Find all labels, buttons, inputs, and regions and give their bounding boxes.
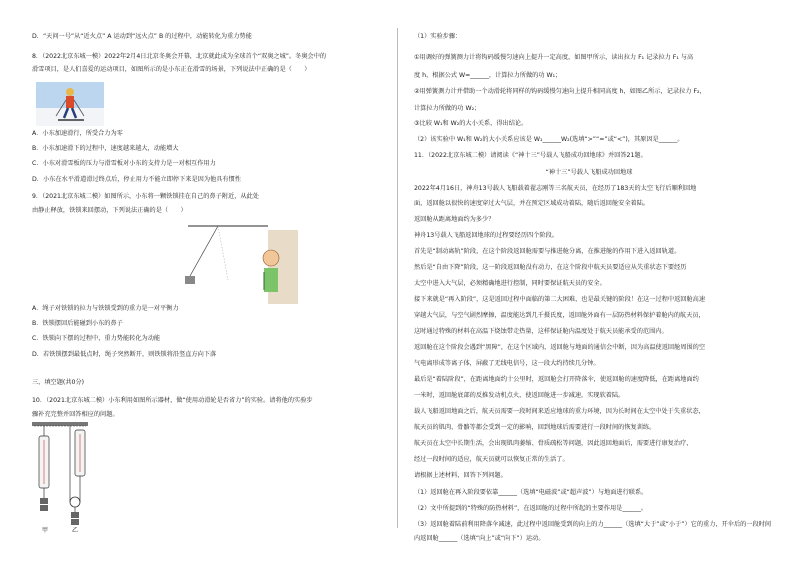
article-line: 载人飞船返回地面之后，航天员需要一段时间来适应地球的重力环境，因为长时间在太空中处于失重状态， (414, 408, 705, 415)
option-d: D．若铁锁摆到最低点时，绳子突然断开，则铁锁将沿竖直方向下落 (32, 351, 217, 358)
text-line: 滑雪项目，是人们喜爱的运动项目，如图所示的是小东正在滑雪的场景，下列说法中正确的是（ ） (32, 66, 311, 73)
text-line: ②用弹簧测力计并借助一个动滑轮将同样的钩码缓慢匀速向上提升相同高度 h，如图乙所示，记录拉力 F₂， (414, 88, 706, 95)
text-line: D．“天问一号”从“近火点” A 运动到“远火点” B 的过程中，动能转化为重力势能 (32, 33, 252, 40)
option-c: C．小东对滑雪板的压力与滑雪板对小东的支持力是一对相互作用力 (32, 160, 216, 167)
sub-question: （3）返回舱着陆前利用降落伞减速，此过程中返回舱受到的向上的力______（选填“大于”或“小于”）它的重力，开伞后的一段时间 (414, 521, 772, 528)
text-line: ③比较 W₁和 W₂的大小关系，得出结论。 (414, 120, 528, 127)
text-line: 骤补充完整并回答相应的问题。 (32, 411, 119, 418)
article-line: 经过一段时间的适应，航天员就可以恢复正常的生活了。 (414, 456, 569, 463)
article-line: 首先是“制动离轨”阶段，在这个阶段返回舱需要与推进舱分离，在推进舱的作用下进入返回轨道。 (414, 248, 681, 255)
article-line: 2022年4月16日，神舟13号载人飞船载着翟志刚等三名航天员，在经历了183天的太空飞行后顺利回地 (414, 185, 697, 192)
article-line: 返回舱从距离地面约为多少？ (414, 216, 495, 223)
option-a: A．绳子对铁锁的拉力与铁锁受到的重力是一对平衡力 (32, 305, 179, 312)
sub-question: （1）返回舱在再入阶段要依靠______（选填“电磁波”或“超声波”）与地面进行联系。 (414, 489, 648, 496)
prompt-line: 请根据上述材料，回答下列问题。 (414, 472, 507, 479)
section-title: 三、填空题(共0分) (32, 379, 85, 386)
text-line: 9．（2021北京东城二模）如图所示，小东将一颗铁锁挂在自己的鼻子附近，从此处 (32, 193, 259, 200)
text-line: ①用调好的弹簧测力计将钩码缓慢匀速向上提升一定高度，如图甲所示，读出拉力 F₁ 记录拉力 F₁ 与高 (414, 54, 694, 61)
article-line: 太空中进入大气层，必须精确地进行控制，同时要保证航天员的安全。 (414, 280, 606, 287)
column-divider (397, 28, 398, 528)
text-line: 由静止释放，铁锁来回摆动，下列说法正确的是（ ） (32, 207, 187, 214)
option-b: B．小东加速滑下的过程中，速度越来越大，动能增大 (32, 145, 179, 152)
article-line: 航天员的肌肉、骨骼等都会受到一定的影响，回到地球后需要进行一段时间的恢复训练。 (414, 424, 656, 431)
article-line: 接下来就是“再入阶段”，这是返回过程中面临的第二大困难，也是最关键的阶段！在这一过程中返回舱高速 (414, 296, 706, 303)
article-line: 这时通过特殊的材料在高温下烧蚀带走热量，这样保证舱内温度处于航天员能承受的范围内。 (414, 328, 668, 335)
text-line: （1）实验步骤： (414, 33, 462, 40)
option-a: A．小东加速滑行，所受合力为零 (32, 130, 123, 137)
text-line: 10．（2021北京东城二模）小东利用如图所示器材，做“使用动滑轮是否省力”的实验。请将他的实验步 (32, 397, 313, 404)
article-line: 最后是“着陆阶段”，在距离地面约十公里时，返回舱会打开降落伞，使返回舱的速度降低，在距离地面约 (414, 376, 699, 383)
article-line: 一米时，返回舱底部的反推发动机点火，使返回舱进一步减速，实现软着陆。 (414, 392, 625, 399)
question-heading: 11．（2022北京东城二模）请阅读《“神十三”号载人飞船成功回地球》并回答21题。 (414, 152, 647, 159)
article-line: 面，返回舱以很快的速度穿过大气层，并在预定区域成功着陆，随后返回舱安全着陆。 (414, 200, 650, 207)
text-line: 计算拉力所做的功 W₂； (414, 105, 481, 112)
article-title: “神十三”号载人飞船成功回地球 (545, 169, 633, 176)
option-c: C．铁锁向下摆的过程中，重力势能转化为动能 (32, 335, 161, 342)
pendulum-image (168, 220, 298, 304)
article-line: 气电离形成等离子体，屏蔽了无线电信号，这一段大约持续几分钟。 (414, 360, 600, 367)
option-b: B．铁锁摆回后能碰到小东的鼻子 (32, 320, 123, 327)
article-line: 返回舱在这个阶段会遇到“黑障”，在这个区域内，返回舱与地面的通信会中断，因为高温使返回舱周围的空 (414, 344, 706, 351)
text-line: （2）该实验中 W₁和 W₂的大小关系应该是 W₁______W₂(选填“>”“=”或“<”)，其原因是______。 (414, 136, 684, 143)
article-line: 神舟13号载人飞船返回地球的过程要经历四个阶段。 (414, 232, 558, 239)
article-line: 然后是“自由下降”阶段，这一阶段返回舱没有动力，在这个阶段中航天员要适应从失重状态下要经历 (414, 264, 687, 271)
article-line: 航天员在太空中长期生活，会出现肌肉萎缩、骨质疏松等问题，因此返回地面后，需要进行康复治疗， (414, 440, 693, 447)
text-line: 度 h，根据公式 W=______，计算拉力所做的功 W₁； (414, 72, 562, 79)
sub-question: 内返回舱______（选填“向上”或“向下”）运动。 (414, 535, 545, 542)
skier-image (36, 82, 104, 126)
option-d: D．小东在水平滑道滑过终点后，停止用力不能立即停下来是因为他具有惯性 (32, 176, 241, 183)
figure-label-jia: 甲 (42, 527, 49, 534)
article-line: 穿越大气层，与空气剧烈摩擦，温度能达到几千摄氏度，返回舱外面有一层防热材料保护着舱内的航天员， (414, 312, 705, 319)
pulley-apparatus-image (32, 422, 92, 534)
sub-question: （2）文中所提到的“特殊的防热材料”，在返回舱的过程中所起的主要作用是______。 (414, 505, 648, 512)
figure-label-yi: 乙 (72, 527, 79, 534)
text-line: 8．（2022北京东城一模）2022年2月4日北京冬奥会开幕，北京就此成为全球首个“双奥之城”。冬奥会中的 (32, 53, 327, 60)
